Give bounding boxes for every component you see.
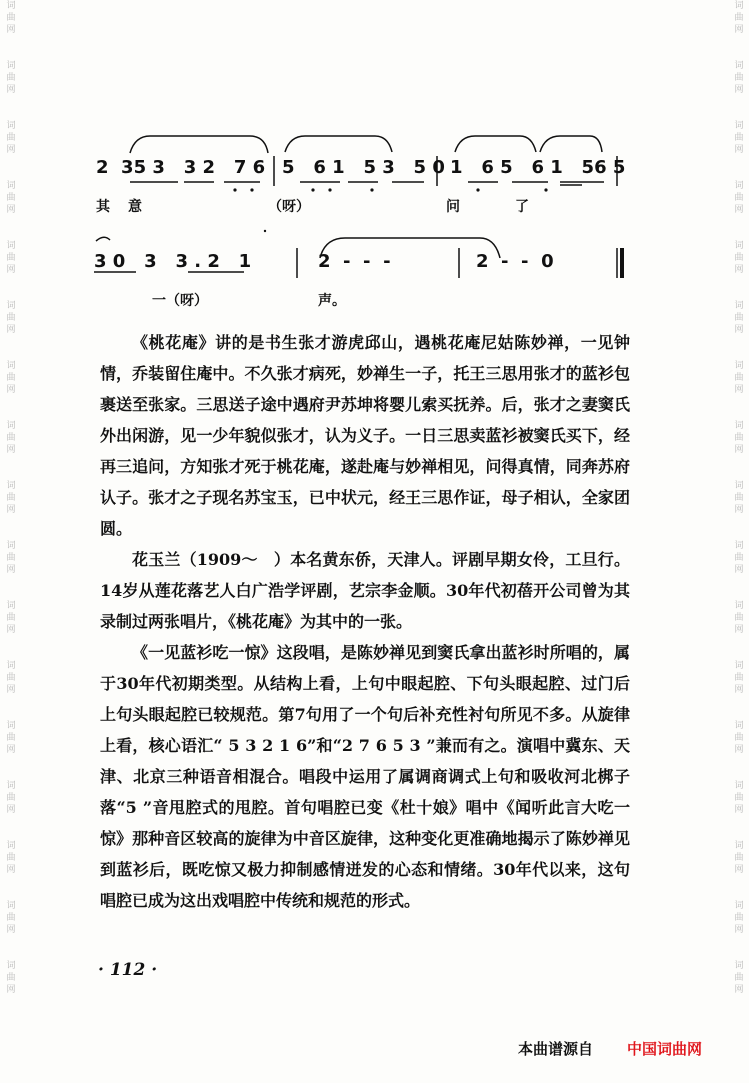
- watermark-left: 词 曲 网 词 曲 网 词 曲 网 词 曲 网 词 曲 网 词 曲 网 词 曲 网 词 曲 网 词 曲 网 词 曲 网 词 曲 网 词 曲 网 词 曲 网 词 曲 网 词 曲 网 词 曲 网 词 曲 网: [6, 1, 16, 995]
- score-line1-measure1: 2 35 3 3 2 7 6: [96, 157, 266, 178]
- lyric-ya-1: （呀）: [268, 199, 310, 215]
- paragraph-analysis: 《一见蓝衫吃一惊》这段唱，是陈妙禅见到窦氏拿出蓝衫时所唱的，属于30年代初期类型。从结构上看，上句中眼起腔、下句头眼起腔、过门后上句头眼起腔已较规范。第7句用了一个句后补充性衬句所见不多。从旋律上看，核心语汇“ 5 3 2 1 6”和“2 7 6 5 3 ”兼而有之。演唱中冀东、天津、北京三种语音相混合。唱段中运用了属调商调式上句和吸收河北梆子落“5 ”音甩腔式的甩腔。首句唱腔已变《杜十娘》唱中《闻听此言大吃一惊》那种音区较高的旋律为中音区旋律，这种变化更准确地揭示了陈妙禅见到蓝衫后，既吃惊又极力抑制感情迸发的心态和情绪。30年代以来，这句唱腔已成为这出戏唱腔中传统和规范的形式。: [100, 643, 630, 910]
- score-line1-measure2: 5 6 1 5 3 5 0: [282, 157, 445, 178]
- score-line2-measure1: 3 0 3 3 . 2 1: [94, 251, 252, 272]
- score-line2-measure2: 2 - - -: [318, 251, 391, 272]
- score-line1-measure3: 1 6 5 6 1 56 5: [450, 157, 626, 178]
- footer-source-label: 本曲谱源自: [518, 1040, 594, 1058]
- jianpu-score: [0, 0, 749, 320]
- footer-site-link[interactable]: 中国词曲网: [627, 1040, 703, 1058]
- paragraph-synopsis: 《桃花庵》讲的是书生张才游虎邱山，遇桃花庵尼姑陈妙禅，一见钟情，乔装留住庵中。不久张才病死，妙禅生一子，托王三思用张才的蓝衫包裹送至张家。三思送子途中遇府尹苏坤将婴儿索买抚养。后，张才之妻窦氏外出闲游，见一少年貌似张才，认为义子。一日三思卖蓝衫被窦氏买下，经再三追问，方知张才死于桃花庵，遂赴庵与妙禅相见，问得真情，同奔苏府认子。张才之子现名苏宝玉，已中状元，经王三思作证，母子相认，全家团圆。: [100, 333, 630, 538]
- lyric-sheng: 声。: [318, 293, 346, 309]
- lyric-yi: 意: [128, 199, 142, 215]
- paragraph-performer: 花玉兰（1909～ ）本名黄东侨，天津人。评剧早期女伶，工旦行。14岁从莲花落艺人白广浩学评剧，艺宗李金顺。30年代初蓓开公司曾为其录制过两张唱片，《桃花庵》为其中的一张。: [100, 550, 630, 631]
- article-body: [100, 327, 630, 916]
- lyric-yi-ya: 一（呀）: [152, 293, 208, 309]
- page-number: · 112 ·: [98, 960, 158, 980]
- score-line2-measure3: 2 - - 0: [476, 251, 554, 272]
- watermark-right: 词 曲 网 词 曲 网 词 曲 网 词 曲 网 词 曲 网 词 曲 网 词 曲 网 词 曲 网 词 曲 网 词 曲 网 词 曲 网 词 曲 网 词 曲 网 词 曲 网 词 曲 网 词 曲 网 词 曲 网: [734, 1, 744, 995]
- lyric-wen: 问: [446, 199, 460, 215]
- lyric-qi: 其: [96, 199, 110, 215]
- lyric-le: 了: [515, 199, 529, 215]
